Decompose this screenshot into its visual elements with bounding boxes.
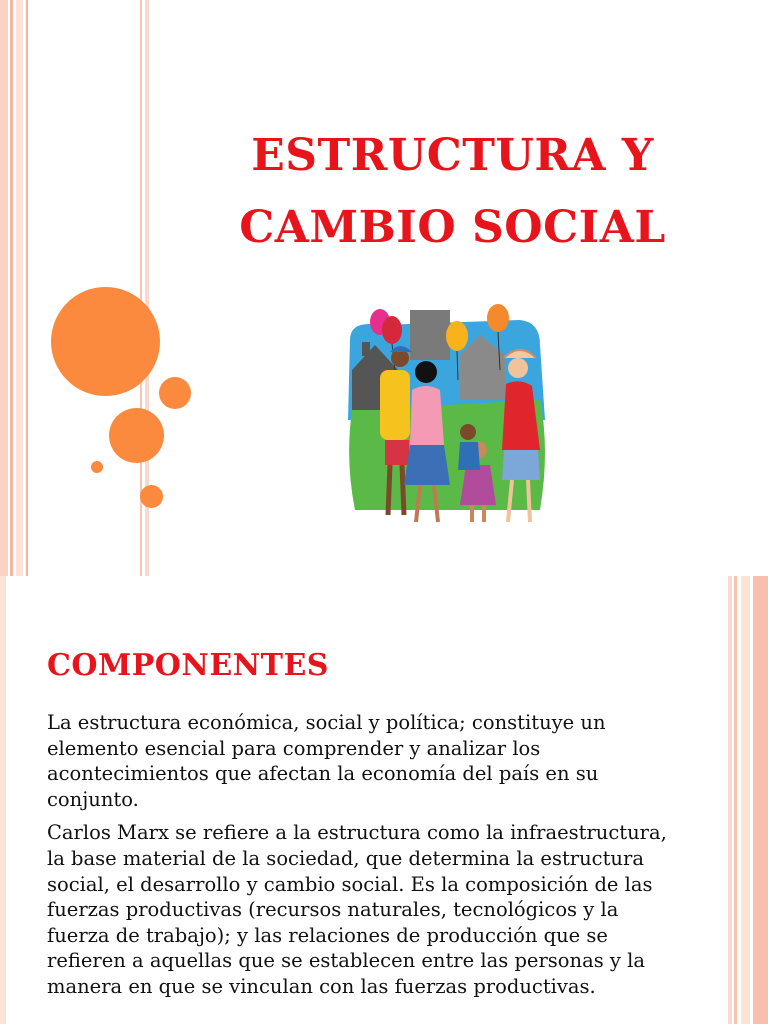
decorative-circle-small [159, 377, 191, 409]
section-heading: COMPONENTES [47, 648, 329, 683]
left-stripe-decoration [0, 0, 148, 576]
slide-title-text [180, 120, 725, 264]
title-line-2: CAMBIO SOCIAL [239, 202, 666, 253]
left-edge-stripe [0, 576, 6, 1024]
decorative-circle-large [51, 287, 160, 396]
title-line-1: ESTRUCTURA Y [251, 130, 654, 181]
people-with-balloons-illustration [340, 300, 550, 530]
right-stripe-decoration [728, 576, 768, 1024]
body-text [47, 710, 687, 1008]
paragraph-1: La estructura económica, social y política; constituye un elemento esencial para comprender y analizar los acontecimientos que afectan la economía del país en su conjunto. [47, 711, 606, 811]
decorative-circle-dot [140, 485, 163, 508]
paragraph-2: Carlos Marx se refiere a la estructura como la infraestructura, la base material de la sociedad, que determina la estructura social, el desarrollo y cambio social. Es la composición de las fuerzas productivas (recursos naturales, tecnológicos y la fuerza de trabajo); y las relaciones de producción que se refieren a aquellas que se establecen entre las personas y la manera en que se vinculan con las fuerzas productivas. [47, 821, 667, 998]
decorative-circle-medium [109, 408, 164, 463]
decorative-circle-tiny [91, 461, 103, 473]
